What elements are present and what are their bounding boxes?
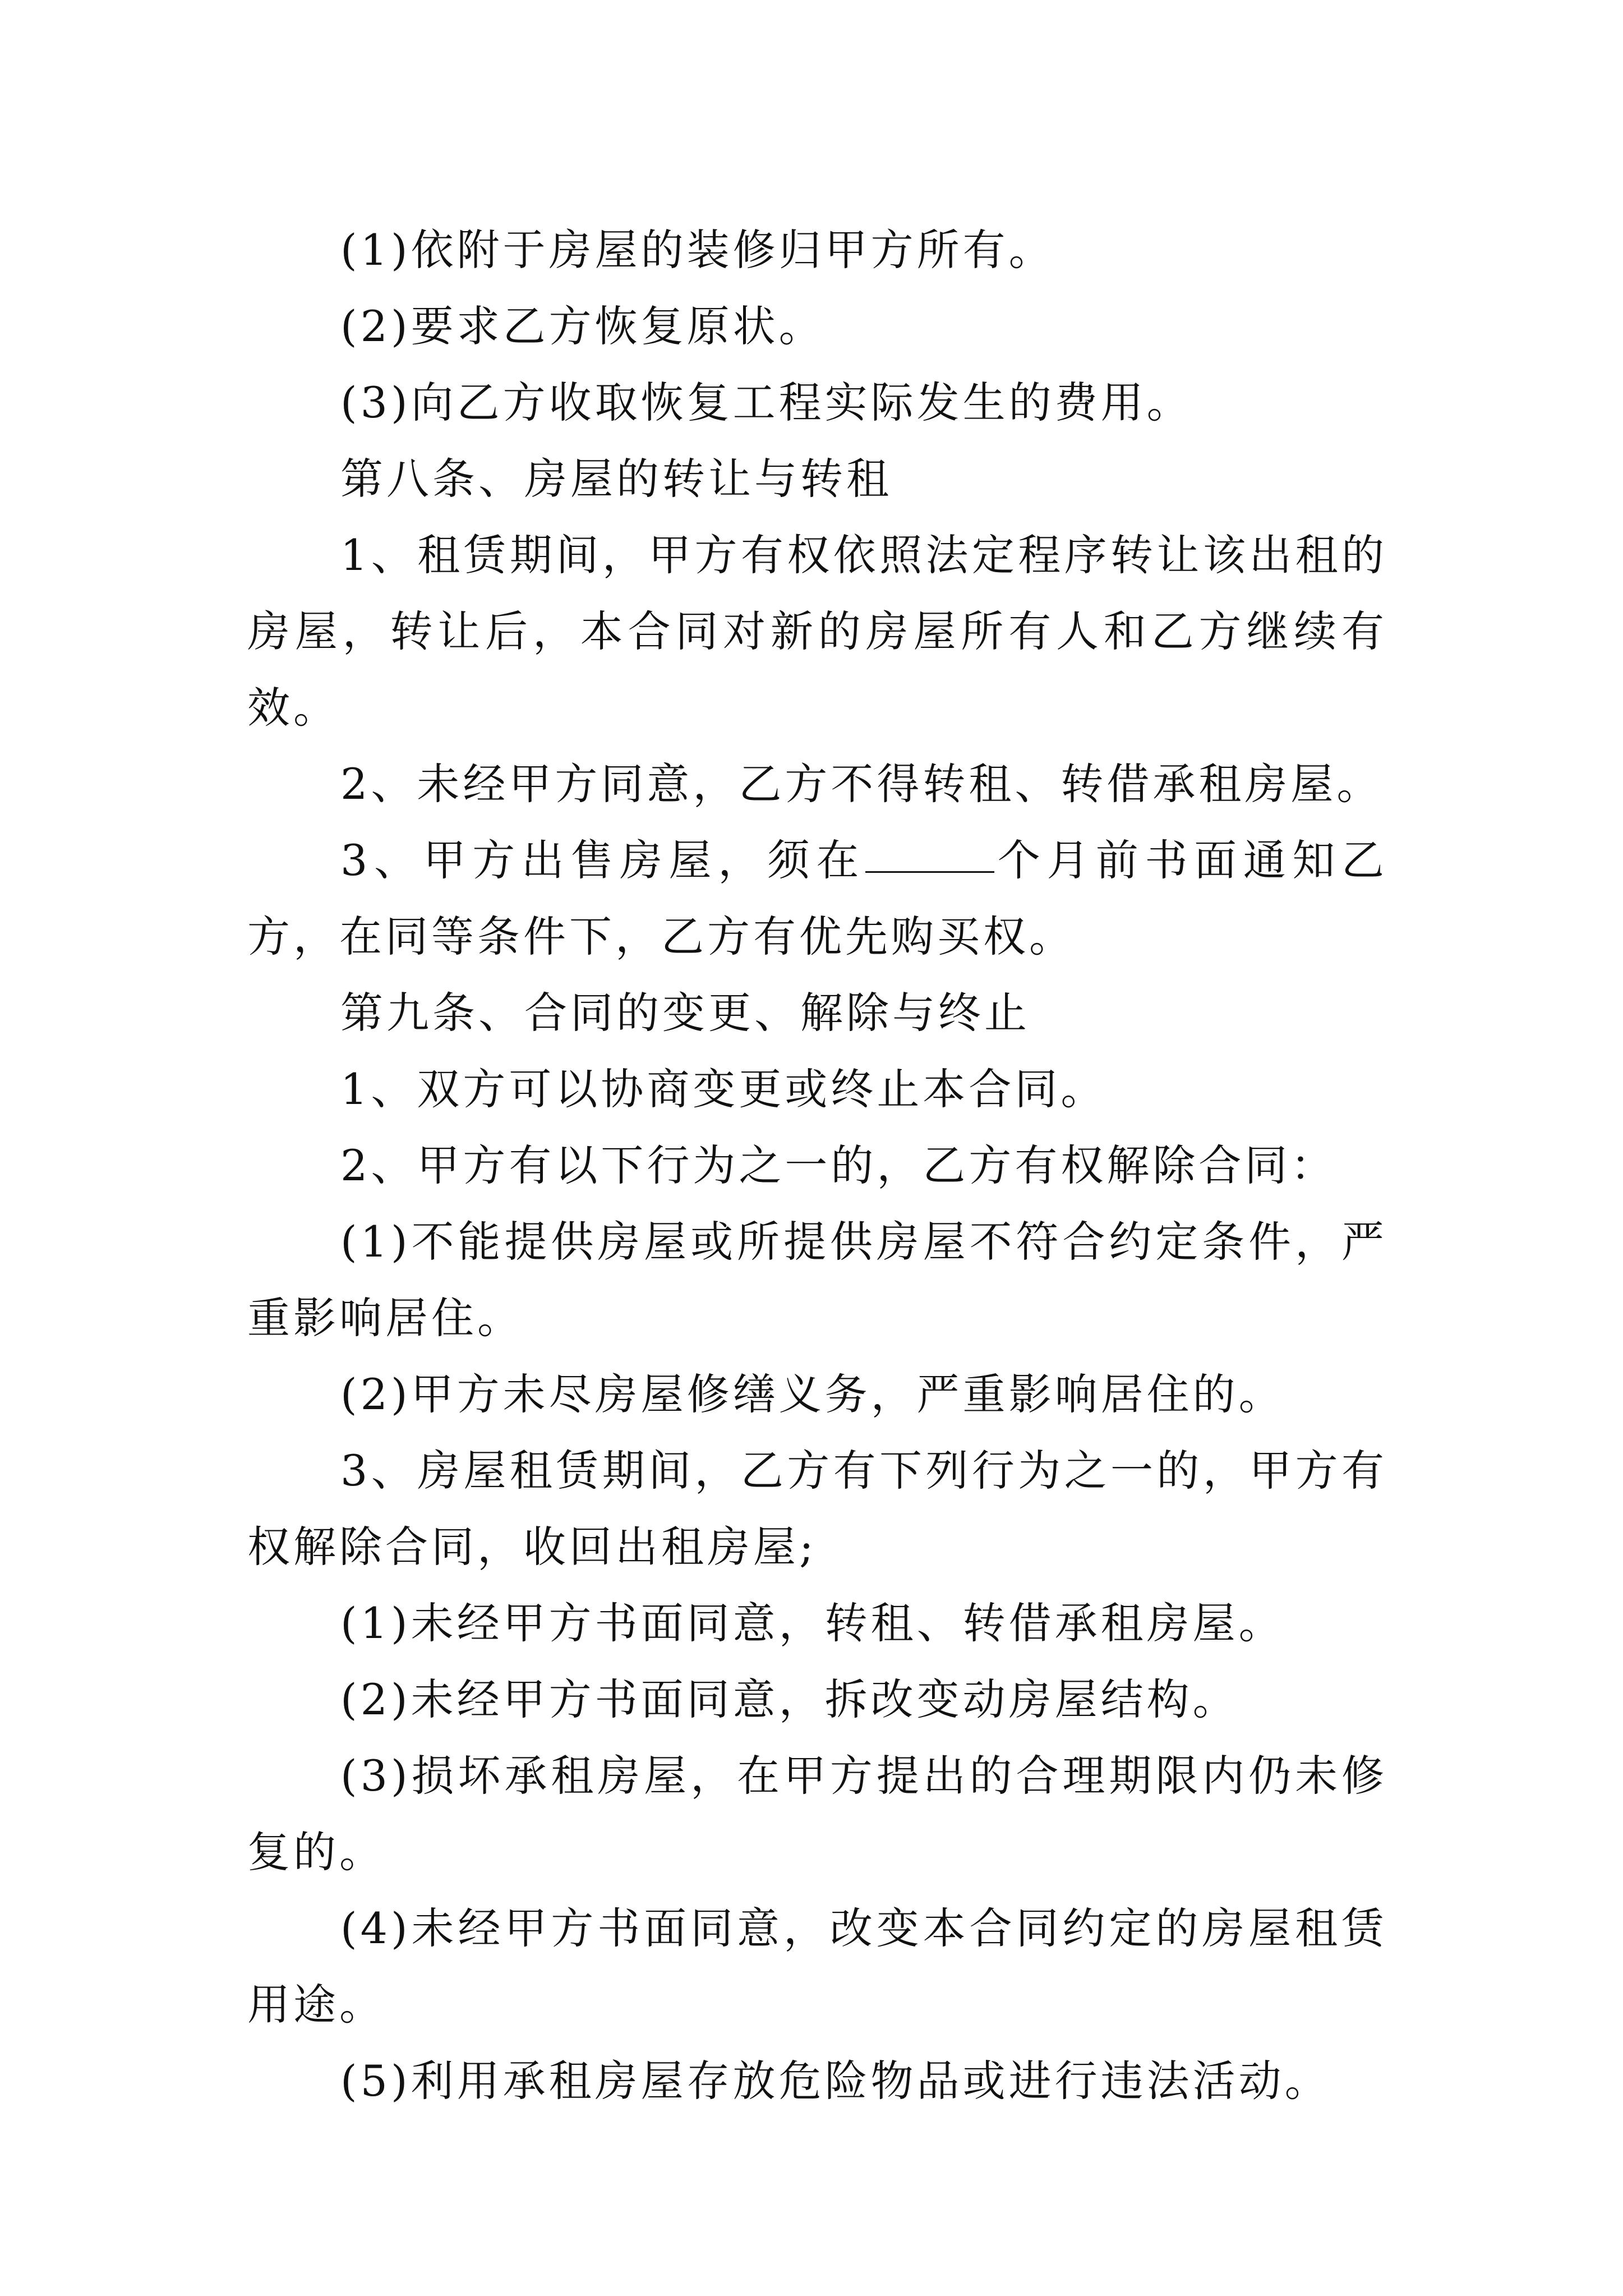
article-9-clause-2-item-2: (2)甲方未尽房屋修缮义务，严重影响居住的。 (340, 1369, 1285, 1419)
article-9-clause-3-item-5: (5)利用承租房屋存放危险物品或进行违法活动。 (340, 2056, 1331, 2106)
clause-item-2: (2)要求乙方恢复原状。 (340, 301, 825, 351)
clause-text-before-blank: 3、甲方出售房屋，须在 (340, 835, 866, 885)
article-9-clause-2-item-1: (1)不能提供房屋或所提供房屋不符合约定条件，严重影响居住。 (247, 1217, 1387, 1343)
article-8-clause-2: 2、未经甲方同意，乙方不得转租、转借承租房屋。 (340, 759, 1383, 809)
article-9-clause-2: 2、甲方有以下行为之一的，乙方有权解除合同： (340, 1140, 1337, 1190)
clause-text-after-blank: 个月前书面通知乙方，在同等条件下，乙方有优先购买权。 (247, 835, 1387, 961)
article-9-clause-3-item-2: (2)未经甲方书面同意，拆改变动房屋结构。 (340, 1674, 1239, 1724)
article-8-clause-3 (247, 822, 1387, 975)
article-9-clause-3-item-3: (3)损坏承租房屋，在甲方提出的合理期限内仍未修复的。 (247, 1751, 1387, 1877)
document-body (247, 212, 1387, 2119)
article-9-clause-1: 1、双方可以协商变更或终止本合同。 (340, 1064, 1107, 1114)
clause-item-3: (3)向乙方收取恢复工程实际发生的费用。 (340, 378, 1193, 427)
clause-item-1: (1)依附于房屋的装修归甲方所有。 (340, 225, 1055, 275)
article-9-clause-3-item-4: (4)未经甲方书面同意，改变本合同约定的房屋租赁用途。 (247, 1903, 1387, 2030)
article-8-clause-1: 1、租赁期间，甲方有权依照法定程序转让该出租的房屋，转让后，本合同对新的房屋所有人和乙方继续有效。 (247, 530, 1387, 733)
article-8-heading: 第八条、房屋的转让与转租 (340, 454, 892, 504)
article-9-clause-3: 3、房屋租赁期间，乙方有下列行为之一的，甲方有权解除合同，收回出租房屋; (247, 1446, 1387, 1572)
fill-in-blank (865, 832, 994, 873)
article-9-clause-3-item-1: (1)未经甲方书面同意，转租、转借承租房屋。 (340, 1598, 1285, 1648)
article-9-heading: 第九条、合同的变更、解除与终止 (340, 988, 1030, 1038)
